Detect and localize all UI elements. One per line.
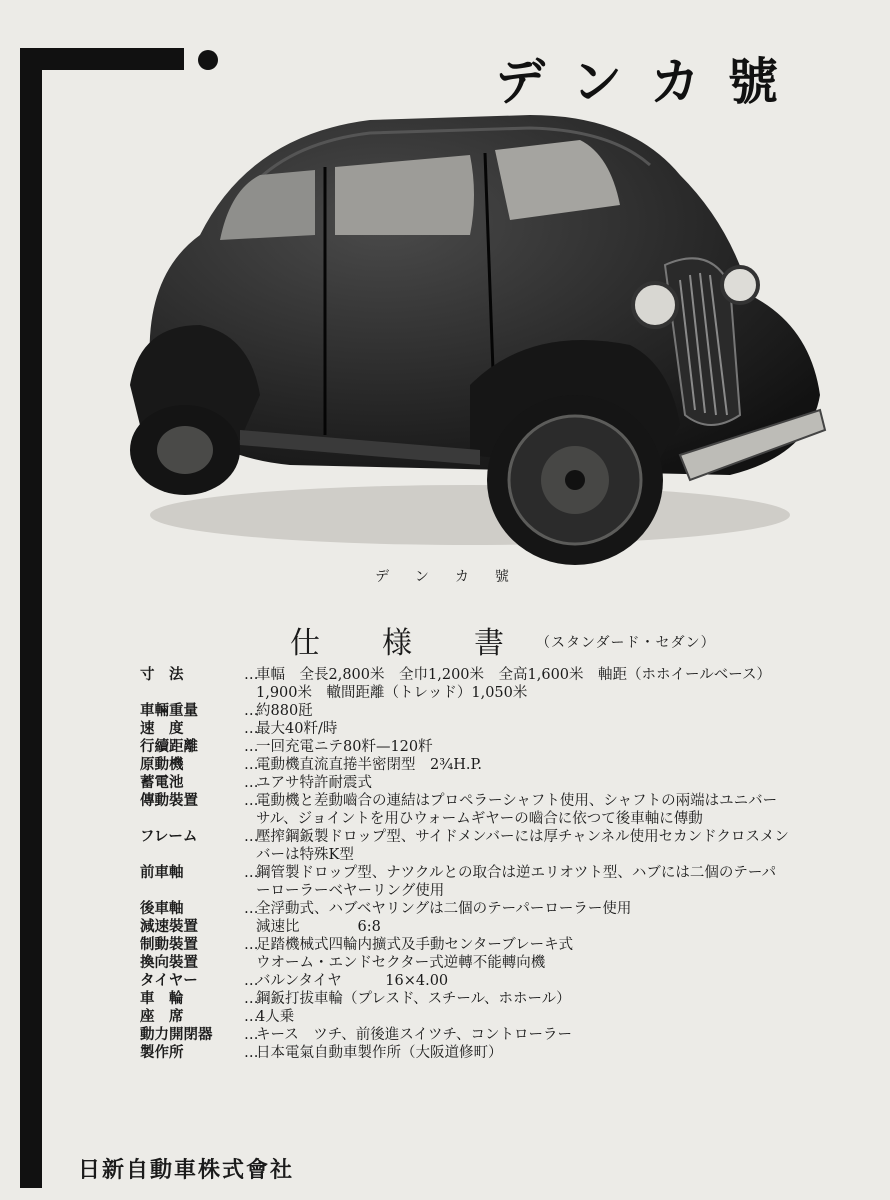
spec-row [140,774,790,792]
spec-row [140,936,790,954]
spec-label: フレーム [140,828,198,845]
spec-label: 座 席 [140,1008,184,1025]
spec-value: キース ツチ、前後進スイツチ、コントローラー [256,1027,572,1043]
spec-value: ウオーム・エンドセクター式逆轉不能轉向機 [256,955,546,971]
spec-label: 換向裝置 [140,954,198,971]
leader: … [244,829,259,845]
spec-value: 日本電氣自動車製作所（大阪道修町） [256,1045,503,1061]
spec-label: 蓄電池 [140,774,184,791]
horizontal-rule [20,48,184,70]
spec-label: 前車軸 [140,864,184,881]
spec-value: 電動機直流直捲半密閉型 2¾H.P. [256,757,482,773]
spec-label: タイヤー [140,972,198,989]
leader: … [244,703,259,719]
spec-heading: 仕様書 [290,626,566,661]
vertical-rule [20,48,42,1188]
leader: … [244,865,259,881]
spec-label: 行續距離 [140,738,198,755]
spec-row [140,792,790,828]
spec-table [140,666,790,1062]
spec-row [140,720,790,738]
spec-row [140,738,790,756]
spec-label: 車 輪 [140,990,184,1007]
spec-value: 一回充電ニテ80粁—120粁 [256,739,433,755]
spec-value: 鋼管製ドロップ型、ナツクルとの取合は逆エリオツト型、ハブには二個のテーパーローラーベヤーリング使用 [256,865,777,899]
leader: … [244,937,259,953]
leader: … [244,1009,259,1025]
leader: … [244,667,259,683]
spec-row [140,990,790,1008]
spec-row [140,756,790,774]
leader: … [244,1045,259,1061]
spec-value: 車幅 全長2,800米 全巾1,200米 全高1,600米 軸距（ホホイールベース）1,900米 轍間距離（トレッド）1,050米 [256,667,772,701]
spec-label: 原動機 [140,756,184,773]
leader: … [244,721,259,737]
spec-subheading: （スタンダード・セダン） [536,635,716,651]
spec-row [140,666,790,702]
spec-row [140,828,790,864]
car-photo [110,95,840,575]
spec-row [140,1026,790,1044]
spec-label: 後車軸 [140,900,184,917]
spec-row [140,918,790,936]
spec-row [140,1044,790,1062]
leader: … [244,1027,259,1043]
leader: … [244,775,259,791]
spec-label: 寸 法 [140,666,184,683]
spec-row [140,864,790,900]
leader: … [244,973,259,989]
spec-value: 減速比 6:8 [256,919,381,935]
spec-value: 電動機と差動嚙合の連結はプロペラーシャフト使用、シャフトの兩端はユニバーサル、ジョイントを用ひウォームギヤーの嚙合に依つて後車軸に傳動 [256,793,778,827]
spec-value: バルンタイヤ 16×4.00 [256,973,449,989]
company-name: 日新自動車株式會社 [78,1158,295,1183]
spec-value: 壓搾鋼鈑製ドロップ型、サイドメンバーには厚チャンネル使用セカンドクロスメンバーは特殊K型 [256,829,789,863]
spec-row [140,900,790,918]
spec-row [140,702,790,720]
spec-value: 最大40粁/時 [256,721,338,737]
spec-label: 減速裝置 [140,918,198,935]
leader: … [244,739,259,755]
spec-label: 製作所 [140,1044,184,1061]
spec-value: 約880瓩 [256,703,313,719]
spec-value: 足踏機械式四輪内擴式及手動センターブレーキ式 [256,937,574,953]
spec-value: 4人乗 [256,1009,295,1025]
leader [244,918,254,936]
spec-value: 鋼鈑打拔車輪（プレスド、スチール、ホホール） [256,991,571,1007]
ornament-dot [198,50,218,70]
spec-label: 傳動裝置 [140,792,198,809]
leader [244,954,254,972]
leader: … [244,757,259,773]
spec-row [140,972,790,990]
leader: … [244,793,259,809]
spec-label: 動力開閉器 [140,1026,213,1043]
spec-value: 全浮動式、ハブベヤリングは二個のテーパーローラー使用 [256,901,632,917]
spec-label: 車輛重量 [140,702,198,719]
spec-row [140,954,790,972]
photo-caption: デンカ號 [375,569,535,585]
page-title: デンカ號 [495,53,806,111]
spec-value: ユアサ特許耐震式 [256,775,372,791]
spec-label: 制動裝置 [140,936,198,953]
leader: … [244,991,259,1007]
spec-label: 速 度 [140,720,184,737]
spec-row [140,1008,790,1026]
leader: … [244,901,259,917]
